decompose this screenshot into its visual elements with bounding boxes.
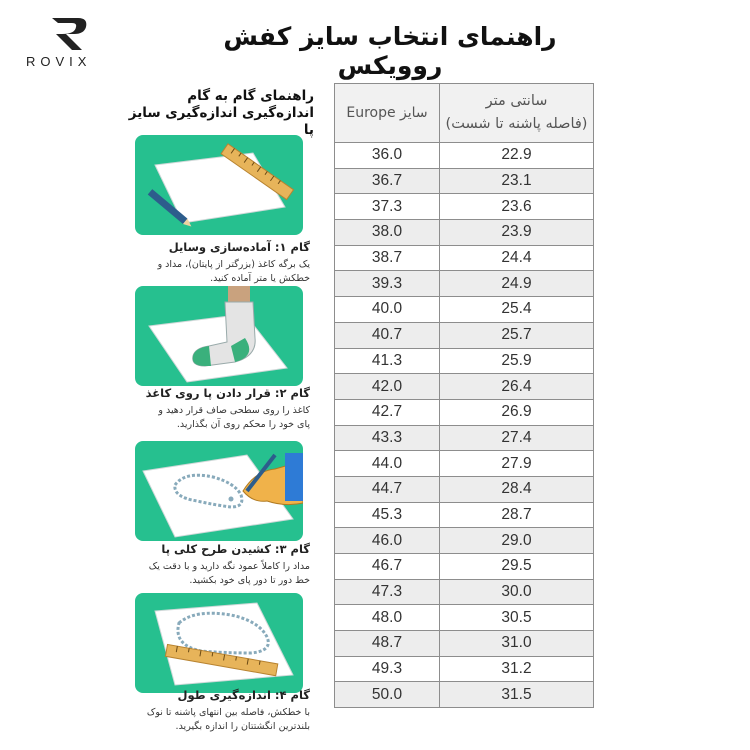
measurement-guide <box>128 88 318 738</box>
europe-size-cell: 41.3 <box>335 348 440 374</box>
table-row <box>335 451 594 477</box>
centimeter-cell: 25.7 <box>440 322 594 348</box>
europe-size-cell: 49.3 <box>335 656 440 682</box>
table-row <box>335 554 594 580</box>
size-table <box>334 83 594 708</box>
table-row <box>335 528 594 554</box>
centimeter-cell: 28.7 <box>440 502 594 528</box>
table-row <box>335 579 594 605</box>
tracing-foot-icon <box>135 441 303 541</box>
table-row <box>335 271 594 297</box>
table-row <box>335 631 594 657</box>
europe-size-cell: 36.0 <box>335 143 440 169</box>
centimeter-cell: 31.2 <box>440 656 594 682</box>
header-europe-size: سایز Europe <box>335 84 440 143</box>
table-row <box>335 682 594 708</box>
centimeter-cell: 26.9 <box>440 399 594 425</box>
centimeter-cell: 23.6 <box>440 194 594 220</box>
centimeter-cell: 23.9 <box>440 220 594 246</box>
table-row <box>335 194 594 220</box>
europe-size-cell: 43.3 <box>335 425 440 451</box>
rovix-logo-icon <box>48 14 92 52</box>
measuring-foot-icon <box>135 593 303 693</box>
table-row <box>335 245 594 271</box>
europe-size-cell: 38.7 <box>335 245 440 271</box>
foot-on-paper-icon <box>135 286 303 386</box>
centimeter-cell: 31.5 <box>440 682 594 708</box>
centimeter-cell: 23.1 <box>440 168 594 194</box>
europe-size-cell: 48.0 <box>335 605 440 631</box>
europe-size-cell: 37.3 <box>335 194 440 220</box>
europe-size-cell: 45.3 <box>335 502 440 528</box>
table-row <box>335 399 594 425</box>
paper-ruler-pencil-icon <box>135 135 303 235</box>
size-table-body <box>335 143 594 708</box>
europe-size-cell: 44.0 <box>335 451 440 477</box>
europe-size-cell: 42.7 <box>335 399 440 425</box>
table-row <box>335 605 594 631</box>
table-row <box>335 656 594 682</box>
europe-size-cell: 39.3 <box>335 271 440 297</box>
europe-size-cell: 36.7 <box>335 168 440 194</box>
step-2-title: گام ۲: قرار دادن پا روی کاغذ <box>145 386 310 400</box>
table-row <box>335 476 594 502</box>
brand-logo <box>20 14 120 72</box>
step-3-title: گام ۳: کشیدن طرح کلی پا <box>161 542 310 556</box>
step-1-description: یک برگه کاغذ (بزرگتر از پایتان)، مداد و خطکش یا متر آماده کنید. <box>157 259 310 284</box>
europe-size-cell: 46.7 <box>335 554 440 580</box>
centimeter-cell: 24.9 <box>440 271 594 297</box>
step-3-description: مداد را کاملاً عمود نگه دارید و با دقت یک خط دور تا دور پای خود بکشید. <box>148 561 310 586</box>
table-row <box>335 374 594 400</box>
table-row <box>335 322 594 348</box>
centimeter-cell: 29.5 <box>440 554 594 580</box>
europe-size-cell: 40.7 <box>335 322 440 348</box>
europe-size-cell: 46.0 <box>335 528 440 554</box>
centimeter-cell: 28.4 <box>440 476 594 502</box>
centimeter-cell: 25.4 <box>440 297 594 323</box>
centimeter-cell: 30.5 <box>440 605 594 631</box>
centimeter-cell: 25.9 <box>440 348 594 374</box>
header-centimeters: سانتی متر (فاصله پاشنه تا شست) <box>440 84 594 143</box>
page-title: راهنمای انتخاب سایز کفش روویکس <box>223 22 557 80</box>
europe-size-cell: 47.3 <box>335 579 440 605</box>
table-row <box>335 348 594 374</box>
step-4-description: با خطکش، فاصله بین انتهای پاشنه تا نوک بلندترین انگشتتان را اندازه بگیرید. <box>146 707 310 732</box>
europe-size-cell: 50.0 <box>335 682 440 708</box>
table-row <box>335 220 594 246</box>
step-1-title: گام ۱: آماده‌سازی وسایل <box>168 240 310 254</box>
europe-size-cell: 40.0 <box>335 297 440 323</box>
guide-subtitle: اندازه‌گیری اندازه‌گیری سایز پا <box>128 105 314 138</box>
table-header-row <box>335 84 594 143</box>
centimeter-cell: 27.4 <box>440 425 594 451</box>
centimeter-cell: 22.9 <box>440 143 594 169</box>
table-row <box>335 425 594 451</box>
table-row <box>335 297 594 323</box>
centimeter-cell: 30.0 <box>440 579 594 605</box>
europe-size-cell: 38.0 <box>335 220 440 246</box>
brand-name: ROVIX <box>26 54 92 69</box>
centimeter-cell: 31.0 <box>440 631 594 657</box>
europe-size-cell: 48.7 <box>335 631 440 657</box>
step-2-description: کاغذ را روی سطحی صاف قرار دهید و پای خود را محکم روی آن بگذارید. <box>158 405 310 430</box>
centimeter-cell: 29.0 <box>440 528 594 554</box>
europe-size-cell: 42.0 <box>335 374 440 400</box>
table-row <box>335 168 594 194</box>
centimeter-cell: 27.9 <box>440 451 594 477</box>
step-4-title: گام ۴: اندازه‌گیری طول <box>177 688 310 702</box>
table-row <box>335 143 594 169</box>
guide-title: راهنمای گام به گام اندازه‌گیری اندازه‌گیری سایز پا <box>124 88 314 139</box>
table-row <box>335 502 594 528</box>
centimeter-cell: 26.4 <box>440 374 594 400</box>
europe-size-cell: 44.7 <box>335 476 440 502</box>
centimeter-cell: 24.4 <box>440 245 594 271</box>
